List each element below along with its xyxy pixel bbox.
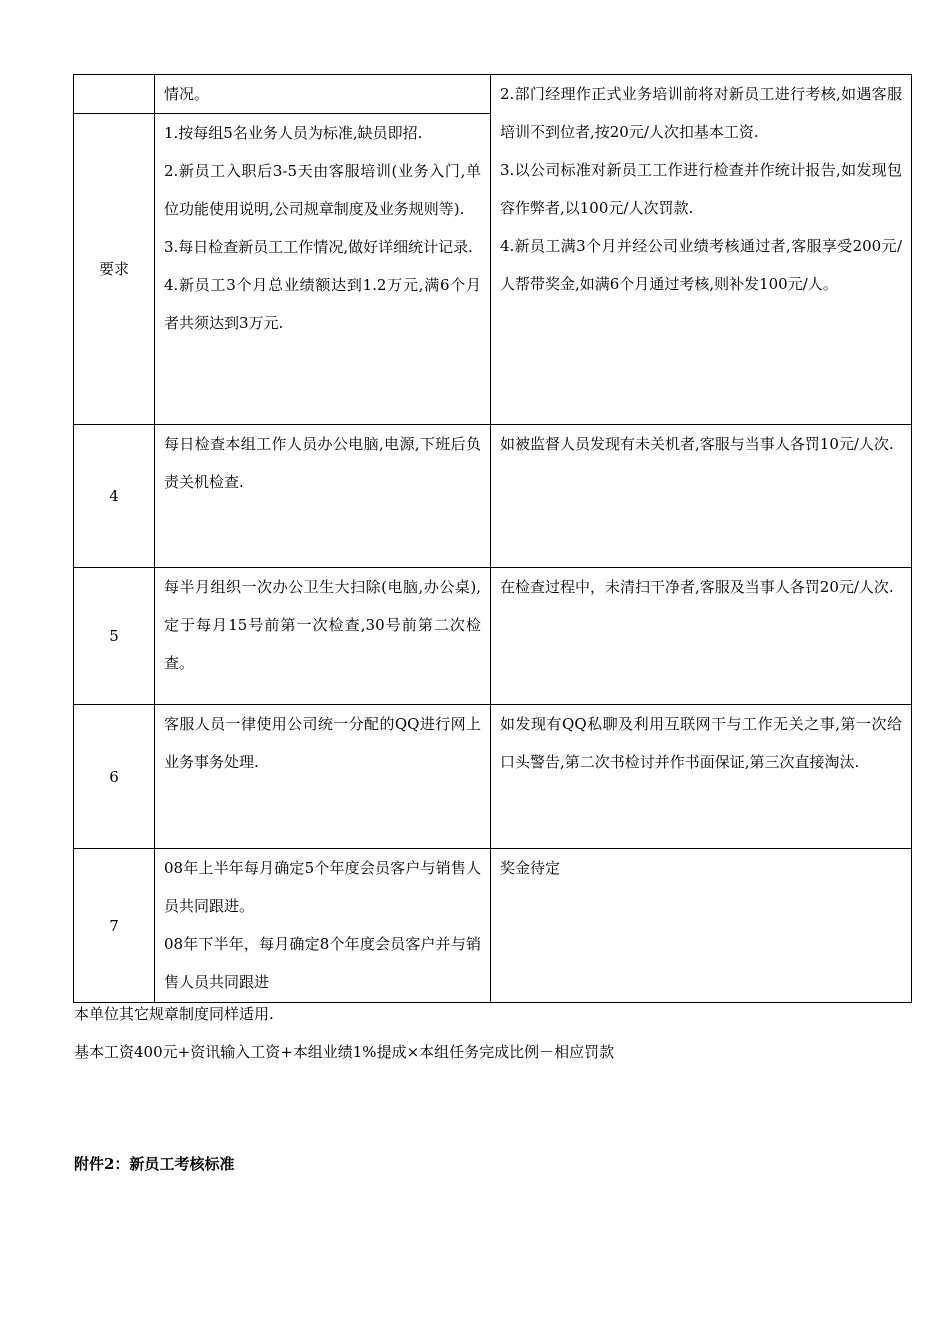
row-number-cell: 5 [74,568,155,705]
row-number-cell: 要求 [74,114,155,425]
penalty-text: 3.以公司标准对新员工工作进行检查并作统计报告,如发现包容作弊者,以100元/人次罚款. [500,161,902,217]
table-row [74,849,912,1003]
penalty-cell [491,705,912,849]
requirement-cell [155,75,491,114]
requirement-text: 每半月组织一次办公卫生大扫除(电脑,办公桌),定于每月15号前第一次检查,30号前第二次检查。 [164,578,481,672]
penalty-cell [491,849,912,1003]
table-row [74,568,912,705]
table-row [74,425,912,568]
penalty-text: 奖金待定 [500,859,561,877]
requirement-text: 每日检查本组工作人员办公电脑,电源,下班后负责关机检查. [164,435,481,491]
requirement-text: 1.按每组5名业务人员为标准,缺员即招. [164,124,423,142]
row-number-cell: 7 [74,849,155,1003]
note-other-rules: 本单位其它规章制度同样适用. [74,1005,274,1023]
penalty-text: 2.部门经理作正式业务培训前将对新员工进行考核,如遇客服培训不到位者,按20元/人次扣基本工资. [500,85,902,141]
requirement-text: 3.每日检查新员工工作情况,做好详细统计记录. [164,238,473,256]
requirement-cell [155,849,491,1003]
requirement-text: 08年下半年，每月确定8个年度会员客户并与销售人员共同跟进 [164,935,481,991]
rules-table [73,74,912,1003]
requirement-text: 情况。 [164,85,210,103]
row-number-cell: 4 [74,425,155,568]
penalty-cell [491,425,912,568]
requirement-cell [155,425,491,568]
requirement-text: 2.新员工入职后3-5天由客服培训(业务入门,单位功能使用说明,公司规章制度及业务规则等). [164,162,481,218]
penalty-text: 如发现有QQ私聊及利用互联网干与工作无关之事,第一次给口头警告,第二次书检讨并作书面保证,第三次直接淘汰. [500,715,902,771]
table-row [74,75,912,114]
penalty-text: 4.新员工满3个月并经公司业绩考核通过者,客服享受200元/人帮带奖金,如满6个月通过考核,则补发100元/人。 [500,237,902,293]
requirement-cell [155,568,491,705]
requirement-text: 客服人员一律使用公司统一分配的QQ进行网上业务事务处理. [164,715,481,771]
penalty-text: 在检查过程中，未清扫干净者,客服及当事人各罚20元/人次. [500,578,894,596]
table-row [74,705,912,849]
penalty-cell [491,75,912,425]
requirement-text: 08年上半年每月确定5个年度会员客户与销售人员共同跟进。 [164,859,481,915]
penalty-text: 如被监督人员发现有未关机者,客服与当事人各罚10元/人次. [500,435,894,453]
requirement-cell [155,705,491,849]
note-salary-formula: 基本工资400元+资讯输入工资+本组业绩1%提成×本组任务完成比例－相应罚款 [74,1043,615,1061]
requirement-text: 4.新员工3个月总业绩额达到1.2万元,满6个月者共须达到3万元. [164,276,481,332]
attachment-heading: 附件2：新员工考核标准 [74,1155,235,1173]
row-number-cell: 6 [74,705,155,849]
penalty-cell [491,568,912,705]
requirement-cell [155,114,491,425]
row-number-cell [74,75,155,114]
